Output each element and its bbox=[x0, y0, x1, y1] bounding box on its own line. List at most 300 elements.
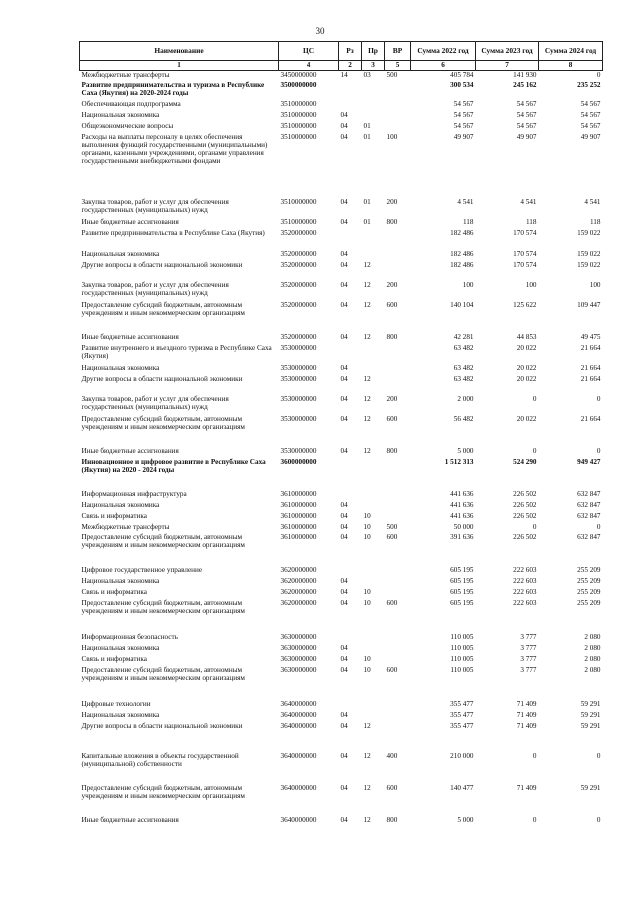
row-sum-2022: 4 541 bbox=[457, 197, 474, 206]
row-pr: 12 bbox=[363, 751, 371, 760]
row-name: Национальная экономика bbox=[81, 249, 160, 258]
row-cs: 3630000000 bbox=[280, 665, 317, 674]
table-row bbox=[80, 523, 603, 533]
row-pr bbox=[362, 490, 385, 501]
row-cs: 3500000000 bbox=[280, 80, 317, 89]
row-cs: 3640000000 bbox=[280, 783, 317, 792]
header-name: Наименование bbox=[80, 42, 279, 61]
row-pr: 03 bbox=[363, 71, 371, 79]
row-cs: 3510000000 bbox=[280, 121, 317, 130]
row-sum-2024: 159 022 bbox=[577, 260, 601, 269]
table-row bbox=[80, 395, 603, 415]
row-sum-2022: 54 567 bbox=[453, 110, 474, 119]
row-sum-2024: 54 567 bbox=[580, 110, 601, 119]
row-pr: 12 bbox=[363, 414, 371, 423]
row-cs: 3530000000 bbox=[280, 374, 317, 383]
row-sum-2022: 54 567 bbox=[453, 99, 474, 108]
column-number: 1 bbox=[80, 61, 279, 71]
row-sum-2024: 632 847 bbox=[577, 532, 601, 541]
row-pr: 10 bbox=[363, 665, 371, 674]
table-row bbox=[80, 100, 603, 111]
row-sum-2023: 222 603 bbox=[513, 565, 537, 574]
row-rz: 04 bbox=[340, 280, 348, 289]
row-sum-2024: 0 bbox=[596, 394, 601, 403]
table-row bbox=[80, 566, 603, 577]
row-sum-2024: 100 bbox=[589, 280, 601, 289]
row-rz: 04 bbox=[340, 446, 348, 455]
table-row bbox=[80, 281, 603, 301]
row-pr: 12 bbox=[363, 280, 371, 289]
row-sum-2023: 226 502 bbox=[513, 532, 537, 541]
row-sum-2022: 605 195 bbox=[450, 587, 474, 596]
row-cs: 3640000000 bbox=[280, 710, 317, 719]
row-cs: 3620000000 bbox=[280, 576, 317, 585]
row-pr: 12 bbox=[363, 300, 371, 309]
row-pr: 01 bbox=[363, 217, 371, 226]
row-sum-2022: 5 000 bbox=[457, 815, 474, 824]
row-cs: 3640000000 bbox=[280, 699, 317, 708]
table-row bbox=[80, 415, 603, 447]
table-row bbox=[80, 599, 603, 633]
row-sum-2022: 300 534 bbox=[450, 80, 474, 89]
row-vr bbox=[385, 375, 411, 395]
row-name: Связь и информатика bbox=[81, 511, 147, 520]
row-sum-2024: 949 427 bbox=[577, 457, 601, 466]
row-name: Иные бюджетные ассигнования bbox=[81, 815, 179, 824]
row-cs: 3510000000 bbox=[280, 99, 317, 108]
row-sum-2023: 44 853 bbox=[516, 332, 537, 341]
row-vr: 600 bbox=[386, 532, 398, 541]
row-name: Информационная инфраструктура bbox=[81, 489, 187, 498]
row-sum-2024: 255 209 bbox=[577, 598, 601, 607]
row-vr bbox=[385, 111, 411, 122]
row-sum-2022: 182 486 bbox=[450, 228, 474, 237]
column-number: 4 bbox=[279, 61, 339, 71]
row-rz: 04 bbox=[340, 363, 348, 372]
row-sum-2023: 3 777 bbox=[520, 632, 537, 641]
row-sum-2023: 125 622 bbox=[513, 300, 537, 309]
row-rz: 04 bbox=[340, 576, 348, 585]
row-cs: 3600000000 bbox=[280, 457, 317, 466]
row-sum-2024: 0 bbox=[596, 446, 601, 455]
row-vr bbox=[385, 458, 411, 490]
row-name: Национальная экономика bbox=[81, 576, 160, 585]
row-name: Предоставление субсидий бюджетным, автономным учреждениям и иным некоммерческим организациям bbox=[81, 783, 245, 800]
row-name: Другие вопросы в области национальной экономики bbox=[81, 374, 243, 383]
row-sum-2024: 109 447 bbox=[577, 300, 601, 309]
row-name: Иные бюджетные ассигнования bbox=[81, 446, 179, 455]
row-cs: 3520000000 bbox=[280, 228, 317, 237]
row-sum-2023: 71 409 bbox=[516, 721, 537, 730]
row-pr bbox=[362, 577, 385, 588]
row-rz: 04 bbox=[340, 260, 348, 269]
row-sum-2024: 21 664 bbox=[580, 343, 601, 352]
column-number: 2 bbox=[339, 61, 362, 71]
row-sum-2023: 54 567 bbox=[516, 99, 537, 108]
row-sum-2024: 255 209 bbox=[577, 587, 601, 596]
row-vr bbox=[385, 566, 411, 577]
row-sum-2023: 20 022 bbox=[516, 374, 537, 383]
row-vr: 600 bbox=[386, 783, 398, 792]
row-sum-2024: 0 bbox=[596, 522, 601, 531]
table-body bbox=[80, 71, 603, 827]
row-vr bbox=[385, 501, 411, 512]
table-row bbox=[80, 655, 603, 666]
row-cs: 3620000000 bbox=[280, 598, 317, 607]
row-rz: 04 bbox=[340, 665, 348, 674]
column-number-row bbox=[80, 61, 603, 71]
table-row bbox=[80, 122, 603, 133]
row-rz: 04 bbox=[340, 511, 348, 520]
row-name: Связь и информатика bbox=[81, 654, 147, 663]
row-vr: 800 bbox=[386, 446, 398, 455]
row-sum-2022: 1 512 313 bbox=[444, 457, 474, 466]
table-row bbox=[80, 722, 603, 752]
row-sum-2024: 54 567 bbox=[580, 99, 601, 108]
row-sum-2024: 255 209 bbox=[577, 565, 601, 574]
row-cs: 3510000000 bbox=[280, 132, 317, 141]
row-name: Цифровое государственное управление bbox=[81, 565, 203, 574]
row-name: Предоставление субсидий бюджетным, автономным учреждениям и иным некоммерческим организациям bbox=[81, 598, 245, 615]
row-rz bbox=[339, 81, 362, 100]
row-sum-2022: 355 477 bbox=[450, 699, 474, 708]
row-name: Другие вопросы в области национальной экономики bbox=[81, 260, 243, 269]
row-rz: 04 bbox=[340, 217, 348, 226]
row-pr bbox=[362, 644, 385, 655]
row-sum-2022: 355 477 bbox=[450, 721, 474, 730]
row-sum-2023: 0 bbox=[532, 815, 537, 824]
row-rz bbox=[339, 566, 362, 577]
row-sum-2023: 49 907 bbox=[516, 132, 537, 141]
header-2023: Сумма 2023 год bbox=[476, 42, 539, 61]
table-header-row bbox=[80, 42, 603, 61]
row-name: Расходы на выплаты персоналу в целях обеспечения выполнения функций государственными (муниципальными) органами, казенными учреждениями, органами управления государственными внебюджетными фондами bbox=[81, 132, 268, 165]
row-sum-2023: 3 777 bbox=[520, 643, 537, 652]
row-sum-2022: 605 195 bbox=[450, 565, 474, 574]
row-vr bbox=[385, 588, 411, 599]
row-sum-2024: 632 847 bbox=[577, 511, 601, 520]
row-sum-2022: 605 195 bbox=[450, 576, 474, 585]
row-pr bbox=[362, 501, 385, 512]
row-sum-2022: 2 000 bbox=[457, 394, 474, 403]
row-sum-2022: 405 784 bbox=[450, 71, 474, 79]
row-sum-2024: 255 209 bbox=[577, 576, 601, 585]
table-row bbox=[80, 261, 603, 281]
column-number: 7 bbox=[476, 61, 539, 71]
row-sum-2022: 391 636 bbox=[450, 532, 474, 541]
table-row bbox=[80, 301, 603, 333]
row-sum-2022: 42 281 bbox=[453, 332, 474, 341]
row-rz: 04 bbox=[340, 654, 348, 663]
row-vr: 800 bbox=[386, 815, 398, 824]
row-sum-2023: 226 502 bbox=[513, 511, 537, 520]
row-cs: 3640000000 bbox=[280, 815, 317, 824]
table-row bbox=[80, 816, 603, 827]
row-name: Закупка товаров, работ и услуг для обеспечения государственных (муниципальных) нужд bbox=[81, 280, 229, 297]
table-row bbox=[80, 111, 603, 122]
row-sum-2022: 54 567 bbox=[453, 121, 474, 130]
row-rz: 04 bbox=[340, 132, 348, 141]
row-sum-2023: 20 022 bbox=[516, 363, 537, 372]
row-sum-2023: 54 567 bbox=[516, 121, 537, 130]
row-cs: 3520000000 bbox=[280, 300, 317, 309]
row-name: Развитие предпринимательства в Республике Саха (Якутия) bbox=[81, 228, 265, 237]
row-name: Развитие предпринимательства и туризма в Республике Саха (Якутия) на 2020-2024 годы bbox=[81, 80, 265, 97]
table-row bbox=[80, 133, 603, 198]
row-sum-2022: 140 104 bbox=[450, 300, 474, 309]
row-sum-2023: 0 bbox=[532, 522, 537, 531]
row-sum-2024: 59 291 bbox=[580, 710, 601, 719]
row-sum-2023: 71 409 bbox=[516, 783, 537, 792]
row-cs: 3530000000 bbox=[280, 414, 317, 423]
row-pr bbox=[362, 100, 385, 111]
row-cs: 3510000000 bbox=[280, 110, 317, 119]
column-number: 6 bbox=[411, 61, 476, 71]
row-vr: 800 bbox=[386, 217, 398, 226]
row-sum-2023: 100 bbox=[525, 280, 537, 289]
row-cs: 3510000000 bbox=[280, 217, 317, 226]
row-sum-2022: 605 195 bbox=[450, 598, 474, 607]
row-sum-2022: 110 005 bbox=[450, 665, 474, 674]
row-sum-2024: 0 bbox=[596, 815, 601, 824]
row-sum-2022: 100 bbox=[462, 280, 474, 289]
row-rz: 14 bbox=[340, 71, 348, 79]
row-sum-2023: 20 022 bbox=[516, 414, 537, 423]
row-sum-2022: 56 482 bbox=[453, 414, 474, 423]
row-vr bbox=[385, 711, 411, 722]
row-sum-2022: 441 636 bbox=[450, 500, 474, 509]
row-cs: 3630000000 bbox=[280, 654, 317, 663]
row-pr: 12 bbox=[363, 446, 371, 455]
row-sum-2023: 3 777 bbox=[520, 665, 537, 674]
table-row bbox=[80, 501, 603, 512]
row-name: Предоставление субсидий бюджетным, автономным учреждениям и иным некоммерческим организациям bbox=[81, 300, 245, 317]
row-cs: 3450000000 bbox=[280, 71, 317, 79]
table-row bbox=[80, 512, 603, 523]
row-name: Предоставление субсидий бюджетным, автономным учреждениям и иным некоммерческим организациям bbox=[81, 665, 245, 682]
row-cs: 3510000000 bbox=[280, 197, 317, 206]
row-sum-2022: 182 486 bbox=[450, 260, 474, 269]
row-pr bbox=[362, 633, 385, 644]
row-sum-2023: 0 bbox=[532, 446, 537, 455]
row-pr: 10 bbox=[363, 522, 371, 531]
row-sum-2022: 182 486 bbox=[450, 249, 474, 258]
table-row bbox=[80, 229, 603, 250]
row-sum-2022: 63 482 bbox=[453, 363, 474, 372]
row-pr: 12 bbox=[363, 374, 371, 383]
row-sum-2024: 159 022 bbox=[577, 249, 601, 258]
row-pr: 01 bbox=[363, 132, 371, 141]
row-name: Иные бюджетные ассигнования bbox=[81, 332, 179, 341]
row-cs: 3630000000 bbox=[280, 632, 317, 641]
table-row bbox=[80, 198, 603, 218]
row-name: Цифровые технологии bbox=[81, 699, 151, 708]
row-sum-2022: 441 636 bbox=[450, 511, 474, 520]
row-name: Инновационное и цифровое развитие в Республике Саха (Якутия) на 2020 - 2024 годы bbox=[81, 457, 266, 474]
row-cs: 3640000000 bbox=[280, 721, 317, 730]
row-sum-2022: 63 482 bbox=[453, 374, 474, 383]
row-sum-2023: 170 574 bbox=[513, 249, 537, 258]
row-pr bbox=[362, 566, 385, 577]
row-name: Другие вопросы в области национальной экономики bbox=[81, 721, 243, 730]
row-rz bbox=[339, 633, 362, 644]
row-cs: 3610000000 bbox=[280, 532, 317, 541]
row-rz: 04 bbox=[340, 332, 348, 341]
row-sum-2024: 54 567 bbox=[580, 121, 601, 130]
row-rz bbox=[339, 458, 362, 490]
row-name: Закупка товаров, работ и услуг для обеспечения государственных (муниципальных) нужд bbox=[81, 197, 229, 214]
row-cs: 3520000000 bbox=[280, 280, 317, 289]
row-pr: 10 bbox=[363, 532, 371, 541]
table-row bbox=[80, 71, 603, 81]
row-vr: 200 bbox=[386, 280, 398, 289]
row-rz: 04 bbox=[340, 587, 348, 596]
row-vr: 500 bbox=[386, 71, 398, 79]
row-vr: 800 bbox=[386, 332, 398, 341]
row-pr bbox=[362, 458, 385, 490]
table-row bbox=[80, 447, 603, 458]
row-sum-2023: 118 bbox=[525, 217, 537, 226]
table-row bbox=[80, 344, 603, 364]
header-cs: ЦС bbox=[279, 42, 339, 61]
row-rz bbox=[339, 100, 362, 111]
row-name: Национальная экономика bbox=[81, 643, 160, 652]
table-row bbox=[80, 700, 603, 711]
row-cs: 3610000000 bbox=[280, 522, 317, 531]
row-sum-2024: 0 bbox=[596, 751, 601, 760]
row-sum-2022: 5 000 bbox=[457, 446, 474, 455]
row-vr bbox=[385, 364, 411, 375]
row-sum-2022: 110 005 bbox=[450, 654, 474, 663]
row-vr: 200 bbox=[386, 394, 398, 403]
row-sum-2022: 210 000 bbox=[450, 751, 474, 760]
row-sum-2024: 2 080 bbox=[584, 643, 601, 652]
row-rz: 04 bbox=[340, 643, 348, 652]
row-sum-2023: 170 574 bbox=[513, 260, 537, 269]
row-sum-2024: 159 022 bbox=[577, 228, 601, 237]
row-name: Закупка товаров, работ и услуг для обеспечения государственных (муниципальных) нужд bbox=[81, 394, 229, 411]
row-vr bbox=[385, 512, 411, 523]
column-number: 5 bbox=[385, 61, 411, 71]
column-number: 3 bbox=[362, 61, 385, 71]
row-vr bbox=[385, 122, 411, 133]
row-vr bbox=[385, 633, 411, 644]
column-number: 8 bbox=[539, 61, 603, 71]
row-vr bbox=[385, 490, 411, 501]
row-cs: 3630000000 bbox=[280, 643, 317, 652]
row-rz: 04 bbox=[340, 721, 348, 730]
row-vr: 200 bbox=[386, 197, 398, 206]
row-name: Развитие внутреннего и въездного туризма в Республике Саха (Якутия) bbox=[81, 343, 272, 360]
row-cs: 3530000000 bbox=[280, 363, 317, 372]
row-cs: 3620000000 bbox=[280, 565, 317, 574]
row-vr: 100 bbox=[386, 132, 398, 141]
table-row bbox=[80, 458, 603, 490]
table-row bbox=[80, 644, 603, 655]
row-rz: 04 bbox=[340, 121, 348, 130]
row-pr bbox=[362, 111, 385, 122]
row-vr: 600 bbox=[386, 414, 398, 423]
row-cs: 3530000000 bbox=[280, 343, 317, 352]
row-sum-2023: 245 162 bbox=[513, 80, 537, 89]
header-pr: Пр bbox=[362, 42, 385, 61]
row-rz: 04 bbox=[340, 598, 348, 607]
row-pr: 10 bbox=[363, 587, 371, 596]
row-rz bbox=[339, 229, 362, 250]
row-sum-2024: 0 bbox=[596, 71, 601, 79]
row-pr: 10 bbox=[363, 598, 371, 607]
row-pr bbox=[362, 700, 385, 711]
row-cs: 3530000000 bbox=[280, 394, 317, 403]
row-pr: 12 bbox=[363, 260, 371, 269]
row-sum-2024: 632 847 bbox=[577, 500, 601, 509]
table-row bbox=[80, 633, 603, 644]
row-pr: 12 bbox=[363, 394, 371, 403]
row-rz: 04 bbox=[340, 522, 348, 531]
row-pr: 12 bbox=[363, 721, 371, 730]
row-sum-2024: 235 252 bbox=[577, 80, 601, 89]
row-cs: 3610000000 bbox=[280, 511, 317, 520]
budget-table bbox=[79, 41, 603, 827]
row-sum-2023: 222 603 bbox=[513, 598, 537, 607]
page-number: 30 bbox=[315, 26, 325, 36]
row-name: Предоставление субсидий бюджетным, автономным учреждениям и иным некоммерческим организациям bbox=[81, 414, 245, 431]
row-sum-2022: 110 005 bbox=[450, 643, 474, 652]
row-rz: 04 bbox=[340, 783, 348, 792]
row-pr bbox=[362, 344, 385, 364]
header-rz: Рз bbox=[339, 42, 362, 61]
row-sum-2022: 110 005 bbox=[450, 632, 474, 641]
row-vr bbox=[385, 100, 411, 111]
row-name: Межбюджетные трансферты bbox=[81, 522, 170, 531]
row-name: Капитальные вложения в объекты государственной (муниципальной) собственности bbox=[81, 751, 239, 768]
row-sum-2022: 355 477 bbox=[450, 710, 474, 719]
table-row bbox=[80, 711, 603, 722]
row-sum-2023: 170 574 bbox=[513, 228, 537, 237]
row-vr: 600 bbox=[386, 300, 398, 309]
row-sum-2024: 118 bbox=[589, 217, 601, 226]
row-sum-2023: 3 777 bbox=[520, 654, 537, 663]
table-row bbox=[80, 250, 603, 261]
row-sum-2024: 59 291 bbox=[580, 721, 601, 730]
header-2022: Сумма 2022 год bbox=[411, 42, 476, 61]
row-cs: 3530000000 bbox=[280, 446, 317, 455]
row-sum-2022: 50 000 bbox=[453, 522, 474, 531]
row-pr: 01 bbox=[363, 121, 371, 130]
row-name: Национальная экономика bbox=[81, 710, 160, 719]
row-sum-2023: 71 409 bbox=[516, 710, 537, 719]
row-sum-2023: 222 603 bbox=[513, 587, 537, 596]
row-name: Предоставление субсидий бюджетным, автономным учреждениям и иным некоммерческим организациям bbox=[81, 532, 245, 549]
row-sum-2024: 49 475 bbox=[580, 332, 601, 341]
row-sum-2022: 441 636 bbox=[450, 489, 474, 498]
row-sum-2023: 222 603 bbox=[513, 576, 537, 585]
table-row bbox=[80, 218, 603, 229]
row-pr: 12 bbox=[363, 815, 371, 824]
row-sum-2024: 49 907 bbox=[580, 132, 601, 141]
row-rz: 04 bbox=[340, 710, 348, 719]
row-sum-2023: 20 022 bbox=[516, 343, 537, 352]
row-sum-2022: 49 907 bbox=[453, 132, 474, 141]
table-row bbox=[80, 588, 603, 599]
row-rz: 04 bbox=[340, 532, 348, 541]
row-vr bbox=[385, 229, 411, 250]
row-pr bbox=[362, 250, 385, 261]
row-sum-2022: 63 482 bbox=[453, 343, 474, 352]
row-sum-2023: 226 502 bbox=[513, 489, 537, 498]
row-sum-2023: 524 290 bbox=[513, 457, 537, 466]
row-rz bbox=[339, 490, 362, 501]
